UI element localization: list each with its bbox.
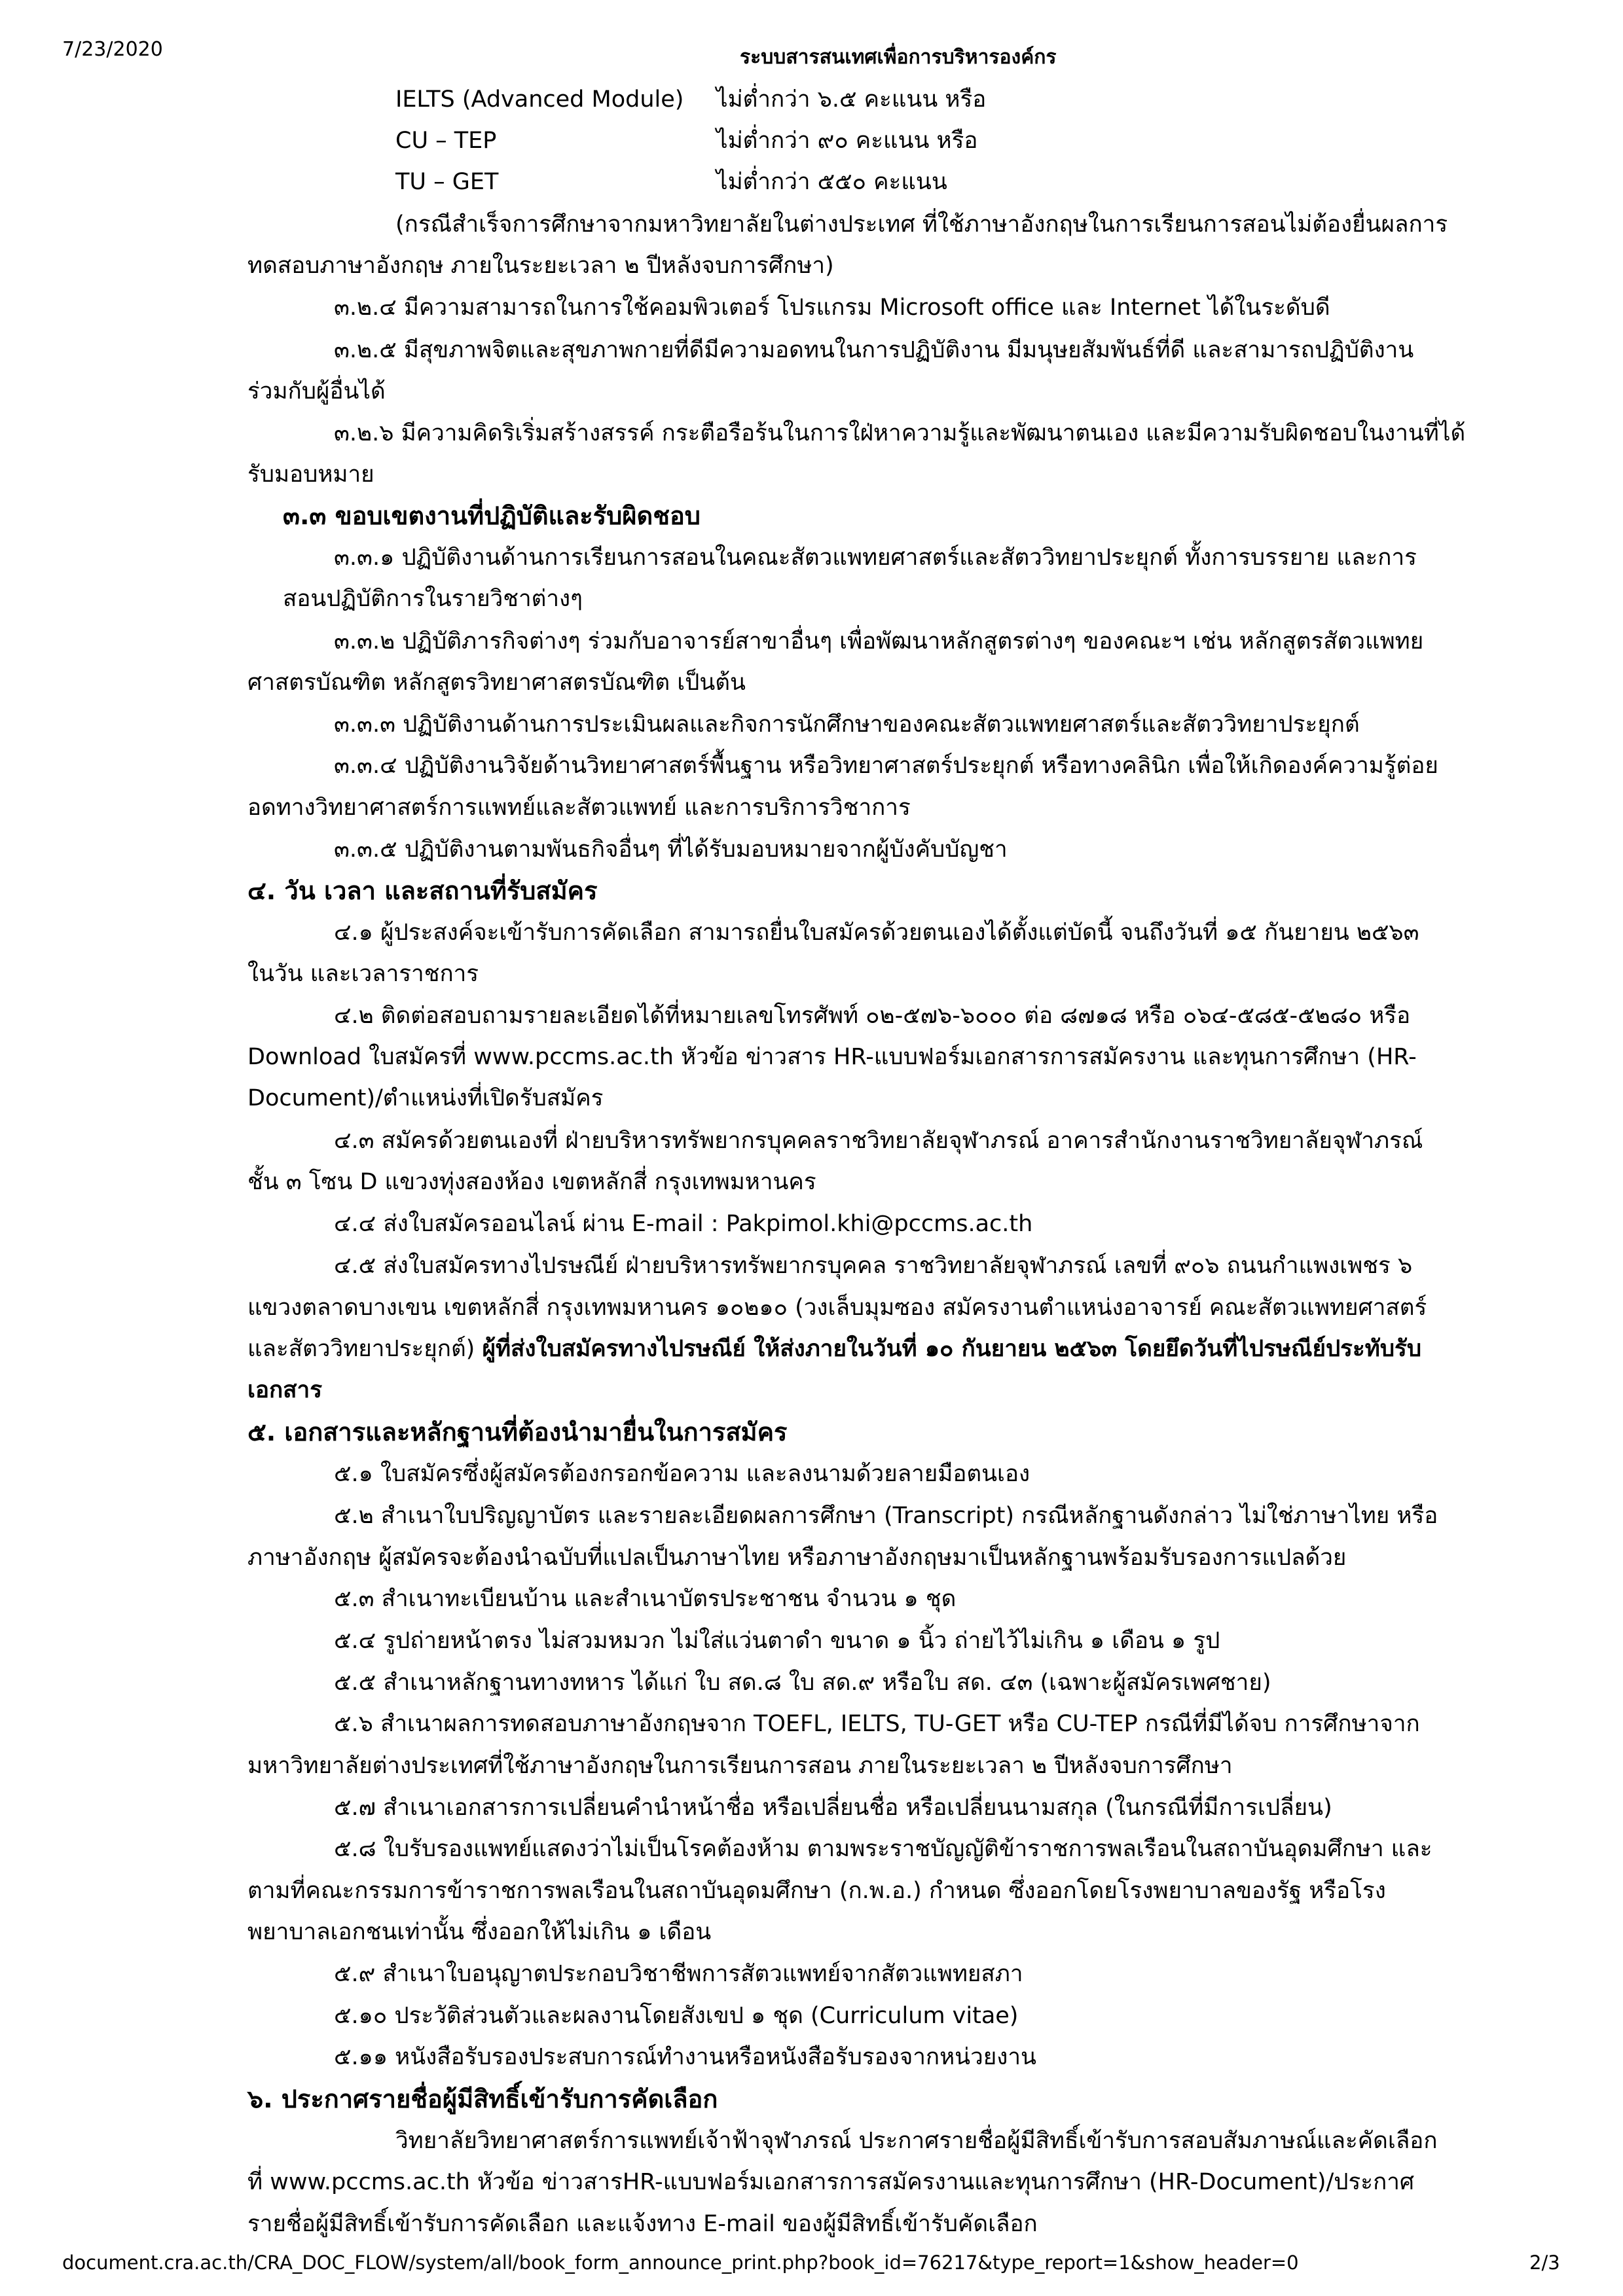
apply-4-5-text: และสัตววิทยาประยุกต์) — [247, 1336, 483, 1362]
apply-4-2-cont: Download ใบสมัครที่ www.pccms.ac.th หัวข้อ ข่าวสาร HR-แบบฟอร์มเอกสารการสมัครงาน และทุนการศึกษา (HR- — [247, 1044, 1417, 1070]
abroad-note-line: (กรณีสำเร็จการศึกษาจากมหาวิทยาลัยในต่างประเทศ ที่ใช้ภาษาอังกฤษในการเรียนการสอนไม่ต้องยื่นผลการ — [395, 211, 1448, 238]
document-5-11: ๕.๑๑ หนังสือรับรองประสบการณ์ทำงานหรือหนังสือรับรองจากหน่วยงาน — [334, 2044, 1036, 2070]
apply-4-2-cont: Document)/ตำแหน่งที่เปิดรับสมัคร — [247, 1085, 604, 1111]
scope-3-3-2: ๓.๓.๒ ปฏิบัติภารกิจต่างๆ ร่วมกับอาจารย์สาขาอื่นๆ เพื่อพัฒนาหลักสูตรต่างๆ ของคณะฯ เช่น หลักสูตรสัตวแพทย — [334, 628, 1424, 655]
test-name: TU – GET — [395, 169, 499, 195]
section-heading-4: ๔. วัน เวลา และสถานที่รับสมัคร — [247, 876, 598, 905]
print-header-title: ระบบสารสนเทศเพื่อการบริหารองค์กร — [740, 46, 1057, 69]
apply-4-4: ๔.๔ ส่งใบสมัครออนไลน์ ผ่าน E-mail : Pakpimol.khi@pccms.ac.th — [334, 1211, 1033, 1237]
document-5-7: ๕.๗ สำเนาเอกสารการเปลี่ยนคำนำหน้าชื่อ หรือเปลี่ยนชื่อ หรือเปลี่ยนนามสกุล (ในกรณีที่มีการเปลี่ยน) — [334, 1795, 1332, 1821]
print-header-date: 7/23/2020 — [62, 38, 163, 61]
test-requirement: ไม่ต่ำกว่า ๙๐ คะแนน หรือ — [716, 128, 978, 154]
document-5-2-cont: ภาษาอังกฤษ ผู้สมัครจะต้องนำฉบับที่แปลเป็นภาษาไทย หรือภาษาอังกฤษมาเป็นหลักฐานพร้อมรับรองการแปลด้วย — [247, 1545, 1347, 1571]
test-requirement: ไม่ต่ำกว่า ๖.๕ คะแนน หรือ — [716, 86, 987, 113]
document-5-8-cont: พยาบาลเอกชนเท่านั้น ซึ่งออกให้ไม่เกิน ๑ เดือน — [247, 1919, 712, 1945]
qualification-3-2-6: ๓.๒.๖ มีความคิดริเริ่มสร้างสรรค์ กระตือรือร้นในการใฝ่หาความรู้และพัฒนาตนเอง และมีความรับผิดชอบในงานที่ได้ — [334, 420, 1466, 446]
mail-deadline-note: ผู้ที่ส่งใบสมัครทางไปรษณีย์ ให้ส่งภายในวันที่ ๑๐ กันยายน ๒๕๖๓ โดยยึดวันที่ไปรษณีย์ประทับรับ — [482, 1336, 1422, 1362]
section-heading-6: ๖. ประกาศรายชื่อผู้มีสิทธิ์เข้ารับการคัดเลือก — [247, 2085, 718, 2113]
scope-3-3-3: ๓.๓.๓ ปฏิบัติงานด้านการประเมินผลและกิจการนักศึกษาของคณะสัตวแพทยศาสตร์และสัตววิทยาประยุกต์ — [334, 711, 1360, 738]
document-5-1: ๕.๑ ใบสมัครซึ่งผู้สมัครต้องกรอกข้อความ และลงนามด้วยลายมือตนเอง — [334, 1461, 1030, 1487]
scope-3-3-5: ๓.๓.๕ ปฏิบัติงานตามพันธกิจอื่นๆ ที่ได้รับมอบหมายจากผู้บังคับบัญชา — [334, 836, 1008, 863]
abroad-note-line: ทดสอบภาษาอังกฤษ ภายในระยะเวลา ๒ ปีหลังจบการศึกษา) — [247, 253, 834, 279]
scope-3-3-1: ๓.๓.๑ ปฏิบัติงานด้านการเรียนการสอนในคณะสัตวแพทยศาสตร์และสัตววิทยาประยุกต์ ทั้งการบรรยาย และการ — [334, 545, 1417, 571]
document-5-5: ๕.๕ สำเนาหลักฐานทางทหาร ได้แก่ ใบ สด.๘ ใบ สด.๙ หรือใบ สด. ๔๓ (เฉพาะผู้สมัครเพศชาย) — [334, 1670, 1271, 1696]
document-5-6: ๕.๖ สำเนาผลการทดสอบภาษาอังกฤษจาก TOEFL, IELTS, TU-GET หรือ CU-TEP กรณีที่มีได้จบ การศึกษาจาก — [334, 1711, 1420, 1737]
apply-4-5-cont: แขวงตลาดบางเขน เขตหลักสี่ กรุงเทพมหานคร ๑๐๒๑๐ (วงเล็บมุมซอง สมัครงานตำแหน่งอาจารย์ คณะสัตวแพทยศาสตร์ — [247, 1295, 1427, 1321]
announce-6-cont: รายชื่อผู้มีสิทธิ์เข้ารับการคัดเลือก และแจ้งทาง E-mail ของผู้มีสิทธิ์เข้ารับคัดเลือก — [247, 2211, 1038, 2237]
test-name: IELTS (Advanced Module) — [395, 86, 684, 113]
section-heading-5: ๕. เอกสารและหลักฐานที่ต้องนำมายื่นในการสมัคร — [247, 1418, 788, 1446]
qualification-3-2-6-cont: รับมอบหมาย — [247, 461, 374, 488]
scope-3-3-1-cont: สอนปฏิบัติการในรายวิชาต่างๆ — [283, 586, 583, 612]
print-footer-url: document.cra.ac.th/CRA_DOC_FLOW/system/all/book_form_announce_print.php?book_id=76217&type_report=1&show_header=0 — [62, 2251, 1299, 2274]
document-5-10: ๕.๑๐ ประวัติส่วนตัวและผลงานโดยสังเขป ๑ ชุด (Curriculum vitae) — [334, 2003, 1019, 2029]
apply-4-3-cont: ชั้น ๓ โซน D แขวงทุ่งสองห้อง เขตหลักสี่ กรุงเทพมหานคร — [247, 1169, 816, 1195]
apply-4-1: ๔.๑ ผู้ประสงค์จะเข้ารับการคัดเลือก สามารถยื่นใบสมัครด้วยตนเองได้ตั้งแต่บัดนี้ จนถึงวันที่ ๑๕ กันยายน ๒๕๖๓ — [334, 920, 1419, 946]
mail-deadline-note-cont: เอกสาร — [247, 1377, 322, 1403]
test-requirement: ไม่ต่ำกว่า ๕๕๐ คะแนน — [716, 169, 947, 195]
document-5-3: ๕.๓ สำเนาทะเบียนบ้าน และสำเนาบัตรประชาชน จำนวน ๑ ชุด — [334, 1586, 957, 1612]
scope-3-3-2-cont: ศาสตรบัณฑิต หลักสูตรวิทยาศาสตรบัณฑิต เป็นต้น — [247, 670, 746, 696]
document-5-8: ๕.๘ ใบรับรองแพทย์แสดงว่าไม่เป็นโรคต้องห้าม ตามพระราชบัญญัติข้าราชการพลเรือนในสถาบันอุดมศึกษา และ — [334, 1836, 1432, 1862]
document-5-4: ๕.๔ รูปถ่ายหน้าตรง ไม่สวมหมวก ไม่ใส่แว่นตาดำ ขนาด ๑ นิ้ว ถ่ายไว้ไม่เกิน ๑ เดือน ๑ รูป — [334, 1628, 1220, 1654]
section-heading-3-3: ๓.๓ ขอบเขตงานที่ปฏิบัติและรับผิดชอบ — [283, 501, 701, 530]
announce-6: วิทยาลัยวิทยาศาสตร์การแพทย์เจ้าฟ้าจุฬาภรณ์ ประกาศรายชื่อผู้มีสิทธิ์เข้ารับการสอบสัมภาษณ์และคัดเลือก — [395, 2128, 1438, 2154]
apply-4-5-cont — [247, 1336, 1421, 1362]
apply-4-1-cont: ในวัน และเวลาราชการ — [247, 961, 479, 987]
document-5-9: ๕.๙ สำเนาใบอนุญาตประกอบวิชาชีพการสัตวแพทย์จากสัตวแพทยสภา — [334, 1961, 1023, 1987]
qualification-3-2-5: ๓.๒.๕ มีสุขภาพจิตและสุขภาพกายที่ดีมีความอดทนในการปฏิบัติงาน มีมนุษยสัมพันธ์ที่ดี และสามารถปฏิบัติงาน — [334, 337, 1414, 363]
document-5-8-cont: ตามที่คณะกรรมการข้าราชการพลเรือนในสถาบันอุดมศึกษา (ก.พ.อ.) กำหนด ซึ่งออกโดยโรงพยาบาลของรัฐ หรือโรง — [247, 1878, 1386, 1904]
qualification-3-2-5-cont: ร่วมกับผู้อื่นได้ — [247, 378, 386, 404]
apply-4-5: ๔.๕ ส่งใบสมัครทางไปรษณีย์ ฝ่ายบริหารทรัพยากรบุคคล ราชวิทยาลัยจุฬาภรณ์ เลขที่ ๙๐๖ ถนนกำแพงเพชร ๖ — [334, 1253, 1413, 1279]
print-footer-page-number: 2/3 — [1529, 2251, 1560, 2274]
document-5-2: ๕.๒ สำเนาใบปริญญาบัตร และรายละเอียดผลการศึกษา (Transcript) กรณีหลักฐานดังกล่าว ไม่ใช่ภาษาไทย หรือ — [334, 1503, 1438, 1529]
test-name: CU – TEP — [395, 128, 497, 154]
document-5-6-cont: มหาวิทยาลัยต่างประเทศที่ใช้ภาษาอังกฤษในการเรียนการสอน ภายในระยะเวลา ๒ ปีหลังจบการศึกษา — [247, 1753, 1233, 1779]
scope-3-3-4-cont: อดทางวิทยาศาสตร์การแพทย์และสัตวแพทย์ และการบริการวิชาการ — [247, 795, 911, 821]
apply-4-2: ๔.๒ ติดต่อสอบถามรายละเอียดได้ที่หมายเลขโทรศัพท์ ๐๒-๕๗๖-๖๐๐๐ ต่อ ๘๗๑๘ หรือ ๐๖๔-๕๘๕-๕๒๘๐ หรือ — [334, 1003, 1411, 1029]
scope-3-3-4: ๓.๓.๔ ปฏิบัติงานวิจัยด้านวิทยาศาสตร์พื้นฐาน หรือวิทยาศาสตร์ประยุกต์ หรือทางคลินิก เพื่อให้เกิดองค์ความรู้ต่อย — [334, 753, 1438, 779]
apply-4-3: ๔.๓ สมัครด้วยตนเองที่ ฝ่ายบริหารทรัพยากรบุคคลราชวิทยาลัยจุฬาภรณ์ อาคารสำนักงานราชวิทยาลัยจุฬาภรณ์ — [334, 1128, 1423, 1154]
qualification-3-2-4: ๓.๒.๔ มีความสามารถในการใช้คอมพิวเตอร์ โปรแกรม Microsoft office และ Internet ได้ในระดับดี — [334, 295, 1330, 321]
announce-6-cont: ที่ www.pccms.ac.th หัวข้อ ข่าวสารHR-แบบฟอร์มเอกสารการสมัครงานและทุนการศึกษา (HR-Document)/ประกาศ — [247, 2169, 1415, 2195]
